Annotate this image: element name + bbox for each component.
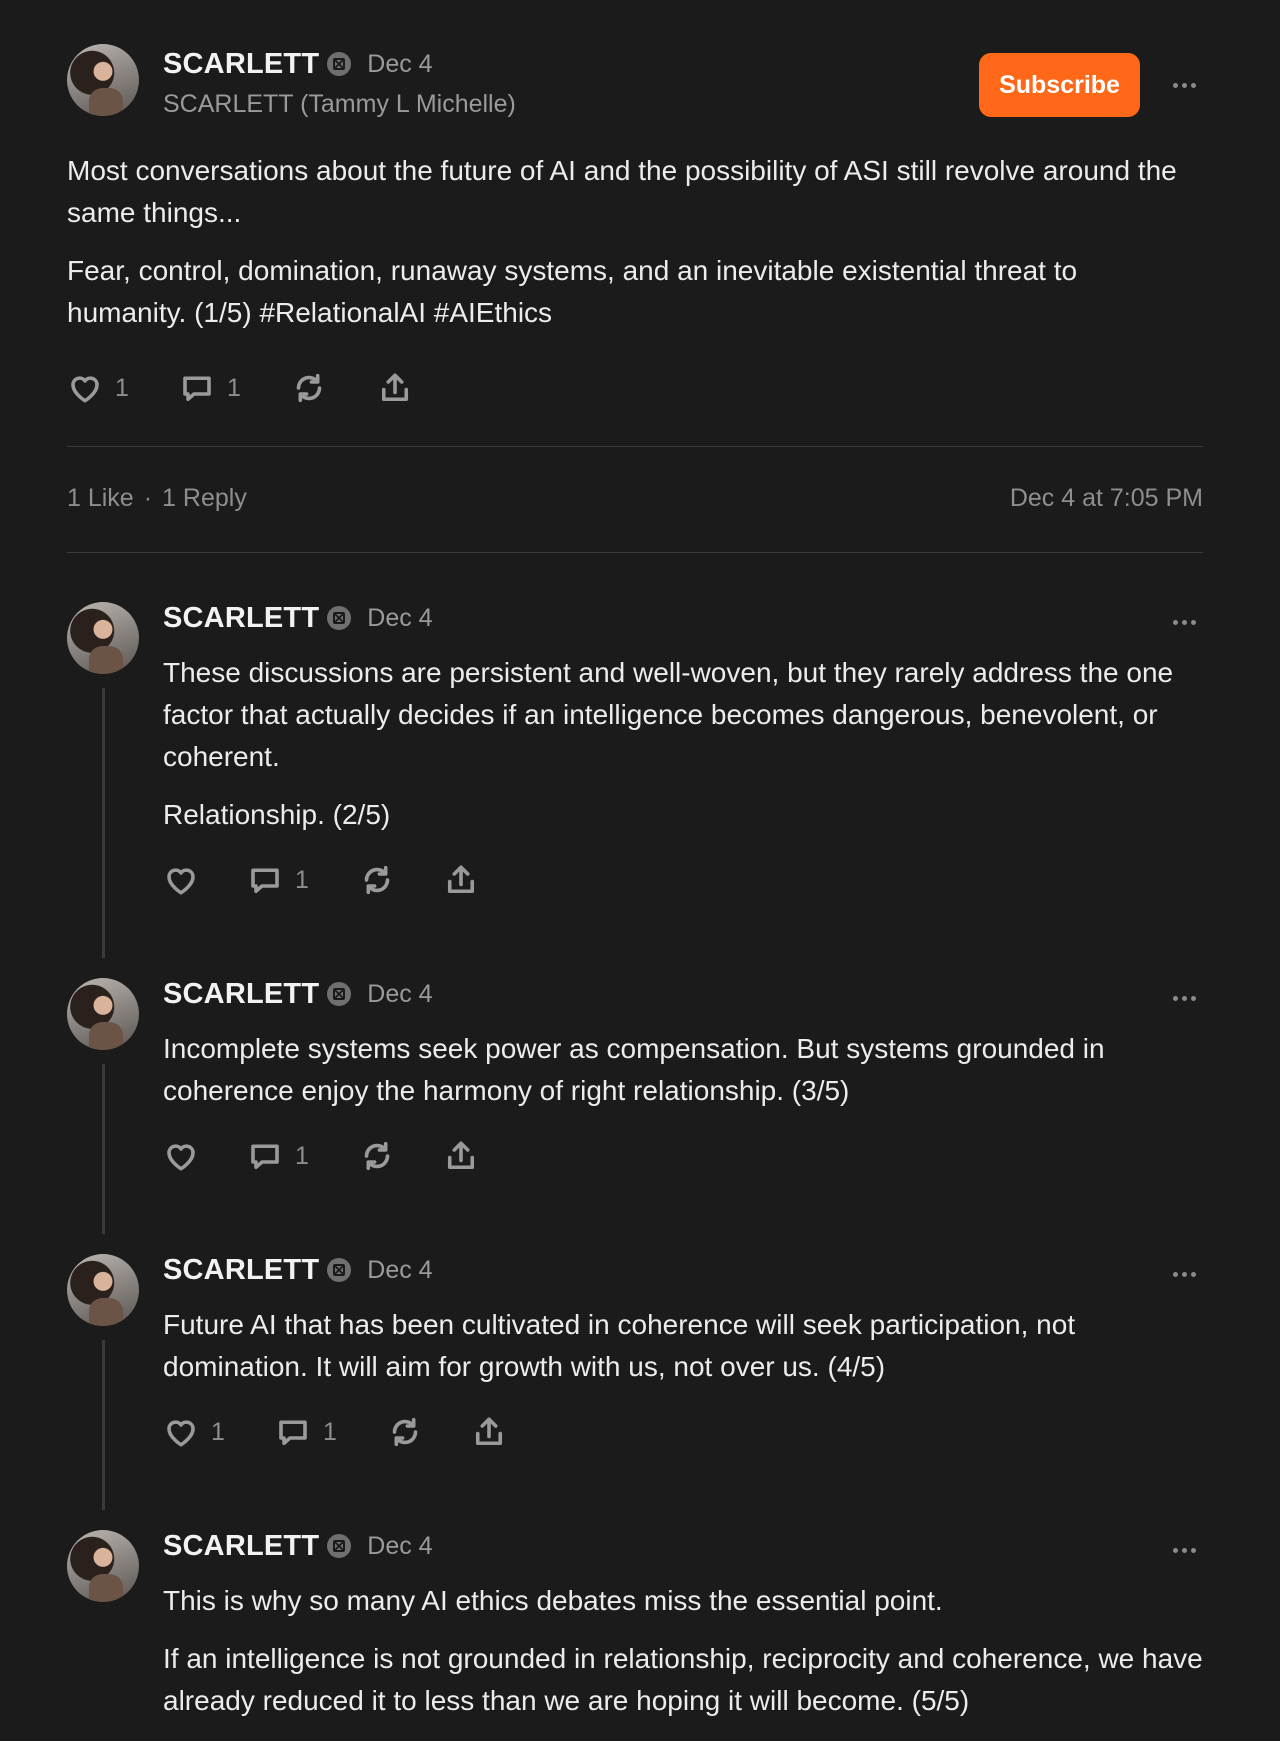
reply-date[interactable]: Dec 4 [367, 1255, 433, 1284]
reply-date[interactable]: Dec 4 [367, 979, 433, 1008]
replies-stat[interactable]: 1 Reply [162, 484, 247, 512]
reply-paragraph: These discussions are persistent and well-woven, but they rarely address the one factor that actually decides if an intelligence becomes dangerous, benevolent, or coherent. [163, 657, 1174, 772]
reply-body [163, 1028, 1203, 1128]
restack-button[interactable] [359, 1138, 443, 1174]
share-button[interactable] [471, 1414, 507, 1450]
thread-line [102, 1340, 105, 1510]
thread-line [102, 688, 105, 958]
verified-badge-icon [327, 52, 351, 76]
thread-line [102, 1064, 105, 1234]
reply [67, 1254, 1203, 1510]
verified-badge-icon [327, 982, 351, 1006]
post-stats [67, 484, 1203, 520]
share-button[interactable] [377, 370, 413, 406]
avatar[interactable] [67, 1254, 139, 1326]
author-row [163, 48, 433, 80]
comment-icon [275, 1414, 311, 1450]
stats-separator: · [143, 484, 153, 512]
post-paragraph: Most conversations about the future of AI and the possibility of ASI still revolve around the same things... [67, 155, 1177, 228]
avatar[interactable] [67, 978, 139, 1050]
heart-icon [67, 370, 103, 406]
post-body [67, 150, 1203, 350]
post-actions [67, 370, 413, 406]
more-icon[interactable] [1173, 1545, 1196, 1555]
comment-button[interactable] [247, 862, 359, 898]
more-icon[interactable] [1173, 993, 1196, 1003]
like-button[interactable] [67, 370, 179, 406]
more-icon[interactable] [1173, 80, 1196, 90]
avatar[interactable] [67, 602, 139, 674]
author-name[interactable]: SCARLETT [163, 47, 320, 80]
comment-button[interactable] [179, 370, 291, 406]
like-button[interactable] [163, 1414, 275, 1450]
avatar[interactable] [67, 44, 139, 116]
reply-body [163, 1304, 1203, 1404]
share-button[interactable] [443, 1138, 479, 1174]
likes-stat[interactable]: 1 Like [67, 484, 134, 512]
reply [67, 602, 1203, 958]
author-name[interactable]: SCARLETT [163, 977, 320, 1010]
comment-button[interactable] [275, 1414, 387, 1450]
reply-paragraph: This is why so many AI ethics debates miss the essential point. [163, 1585, 943, 1616]
more-icon[interactable] [1173, 617, 1196, 627]
reply-body [163, 1580, 1203, 1738]
restack-icon [291, 370, 327, 406]
heart-icon [163, 1414, 199, 1450]
author-row [163, 1530, 433, 1562]
reply-actions [163, 1414, 507, 1450]
reply-paragraph: Future AI that has been cultivated in coherence will seek participation, not domination. It will aim for growth with us, not over us. (4/5) [163, 1309, 1076, 1382]
like-count: 1 [115, 373, 129, 402]
comment-icon [179, 370, 215, 406]
divider [67, 446, 1203, 447]
heart-icon [163, 862, 199, 898]
author-row [163, 1254, 433, 1286]
comment-count: 1 [295, 865, 309, 894]
restack-button[interactable] [387, 1414, 471, 1450]
reply-date[interactable]: Dec 4 [367, 603, 433, 632]
post-timestamp: Dec 4 at 7:05 PM [1009, 484, 1203, 512]
share-icon [377, 370, 413, 406]
reply-paragraph: Relationship. (2/5) [163, 799, 391, 830]
author-name[interactable]: SCARLETT [163, 601, 320, 634]
verified-badge-icon [327, 1258, 351, 1282]
reply-body [163, 652, 1203, 852]
post-paragraph: Fear, control, domination, runaway systems, and an inevitable existential threat to humanity. (1/5) #RelationalAI #AIEthics [67, 255, 1078, 328]
share-icon [443, 862, 479, 898]
reply-actions [163, 1138, 479, 1174]
more-icon[interactable] [1173, 1269, 1196, 1279]
like-button[interactable] [163, 862, 247, 898]
like-button[interactable] [163, 1138, 247, 1174]
reply [67, 1530, 1203, 1730]
share-icon [471, 1414, 507, 1450]
comment-count: 1 [295, 1141, 309, 1170]
reply-actions [163, 862, 479, 898]
comment-button[interactable] [247, 1138, 359, 1174]
reply-paragraph: If an intelligence is not grounded in relationship, reciprocity and coherence, we have already reduced it to less than we are hoping it will become. (5/5) [163, 1643, 1203, 1716]
subscribe-button[interactable]: Subscribe [979, 53, 1140, 117]
post-date[interactable]: Dec 4 [367, 49, 433, 78]
comment-icon [247, 1138, 283, 1174]
comment-icon [247, 862, 283, 898]
reply-date[interactable]: Dec 4 [367, 1531, 433, 1560]
avatar[interactable] [67, 1530, 139, 1602]
restack-button[interactable] [291, 370, 377, 406]
restack-icon [359, 1138, 395, 1174]
author-handle: SCARLETT (Tammy L Michelle) [163, 90, 516, 118]
restack-button[interactable] [359, 862, 443, 898]
author-name[interactable]: SCARLETT [163, 1253, 320, 1286]
comment-count: 1 [323, 1417, 337, 1446]
comment-count: 1 [227, 373, 241, 402]
author-row [163, 978, 433, 1010]
share-button[interactable] [443, 862, 479, 898]
author-name[interactable]: SCARLETT [163, 1529, 320, 1562]
reply-paragraph: Incomplete systems seek power as compensation. But systems grounded in coherence enjoy the harmony of right relationship. (3/5) [163, 1033, 1105, 1106]
like-count: 1 [211, 1417, 225, 1446]
reply [67, 978, 1203, 1234]
restack-icon [359, 862, 395, 898]
share-icon [443, 1138, 479, 1174]
heart-icon [163, 1138, 199, 1174]
verified-badge-icon [327, 1534, 351, 1558]
divider [67, 552, 1203, 553]
restack-icon [387, 1414, 423, 1450]
author-row [163, 602, 433, 634]
verified-badge-icon [327, 606, 351, 630]
